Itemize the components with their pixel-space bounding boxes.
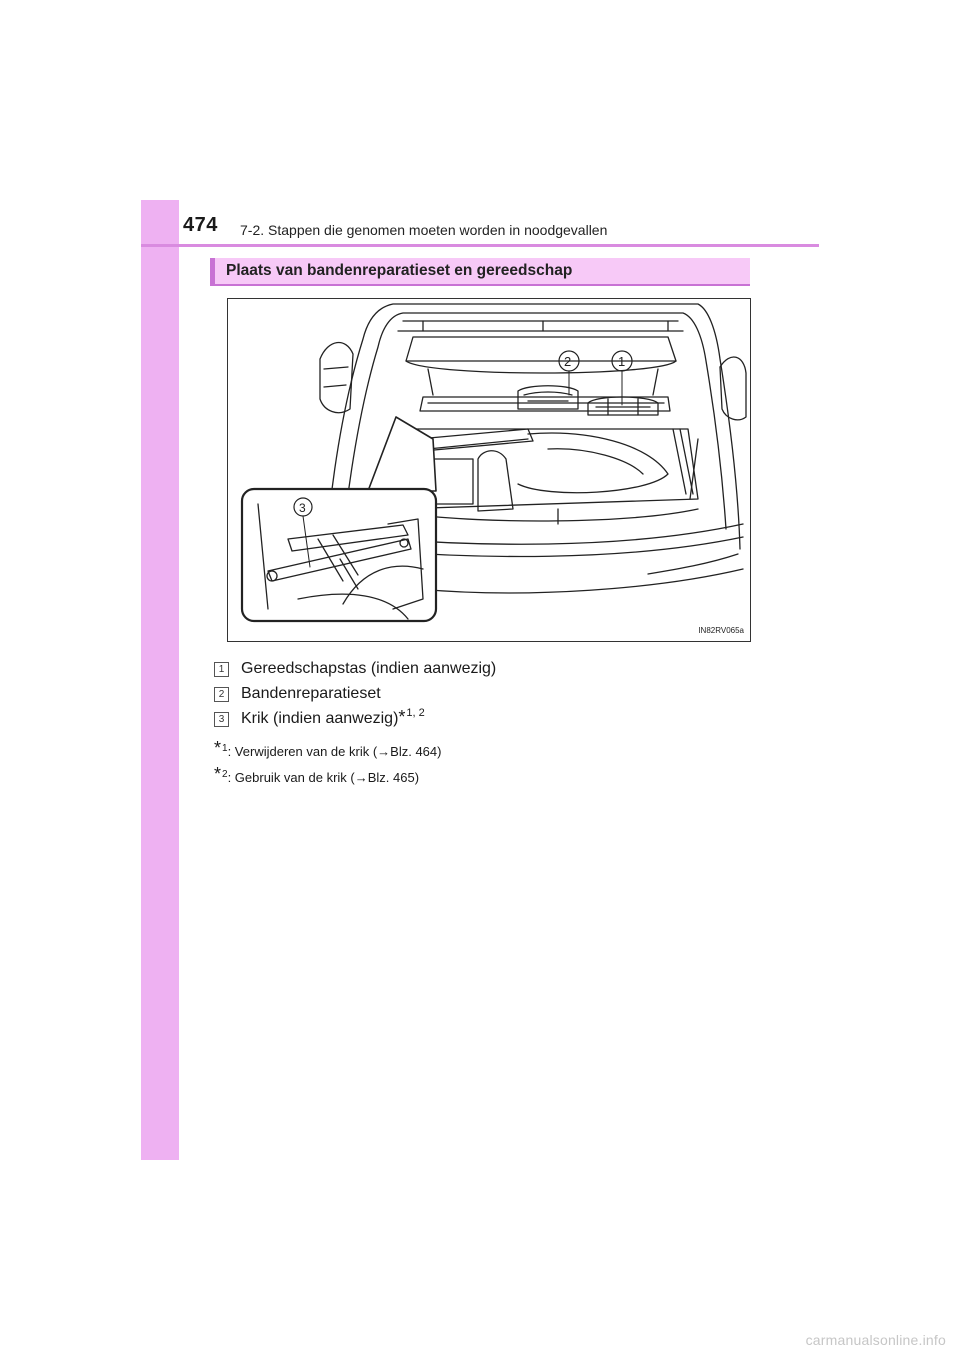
footnote-star: *: [214, 764, 222, 784]
chapter-title: 7-2. Stappen die genomen moeten worden in noodgevallen: [240, 222, 608, 238]
legend-text: Krik (indien aanwezig): [241, 710, 399, 727]
footnote-2: [214, 766, 419, 787]
legend-text: Gereedschapstas (indien aanwezig): [241, 660, 497, 677]
legend-item-repair-kit: [214, 683, 381, 705]
footnote-star: *: [398, 706, 406, 727]
callout-3-label: 3: [299, 501, 306, 515]
legend-number: 1: [214, 662, 229, 677]
arrow-icon: →: [354, 770, 368, 785]
legend-item-tool-bag: [214, 658, 496, 680]
page-number: 474: [183, 214, 218, 236]
legend-item-jack: [214, 708, 425, 730]
cargo-area-illustration: [227, 298, 751, 642]
footnote-text: : Verwijderen van de krik (: [227, 744, 378, 759]
footnote-number: 2: [222, 769, 228, 780]
section-heading-underline: [210, 284, 750, 286]
footnote-1: [214, 740, 441, 761]
footnote-refs: 1, 2: [406, 707, 425, 719]
page-reference[interactable]: Blz. 465): [367, 770, 420, 785]
footnote-number: 1: [222, 743, 228, 754]
callout-2-label: 2: [564, 354, 572, 369]
illustration-code: IN82RV065a: [698, 626, 744, 635]
section-heading: Plaats van bandenreparatieset en gereedschap: [210, 258, 750, 284]
page-reference[interactable]: Blz. 464): [390, 744, 442, 759]
footnote-text: : Gebruik van de krik (: [227, 770, 355, 785]
watermark: carmanualsonline.info: [805, 1332, 946, 1348]
callout-1-label: 1: [618, 354, 626, 369]
header-rule: [141, 244, 819, 247]
legend-number: 3: [214, 712, 229, 727]
legend-text: Bandenreparatieset: [241, 685, 381, 702]
legend-number: 2: [214, 687, 229, 702]
footnote-star: *: [214, 738, 222, 758]
side-color-bar: [141, 200, 179, 1160]
cargo-area-drawing: [228, 299, 750, 641]
arrow-icon: →: [377, 744, 391, 759]
